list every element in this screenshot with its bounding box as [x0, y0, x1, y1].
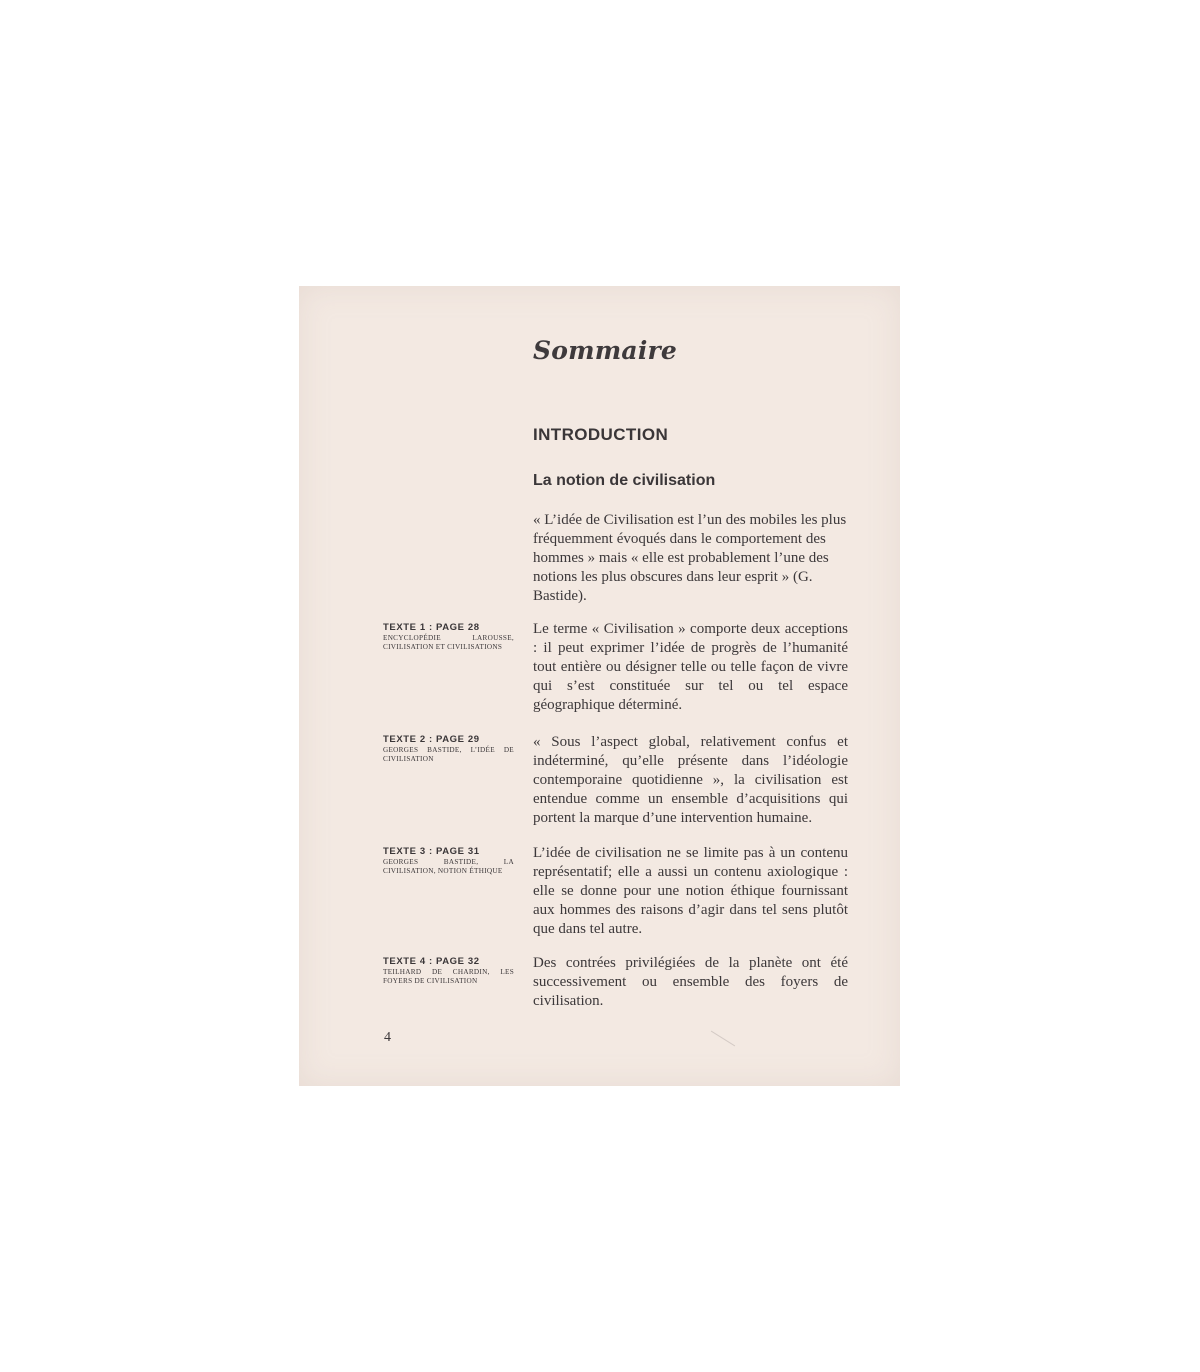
text-reference-3 — [383, 846, 514, 876]
text-reference-source: GEORGES BASTIDE, LA CIVILISATION, NOTION ÉTHIQUE — [383, 858, 514, 875]
subsection-heading: La notion de civilisation — [533, 472, 716, 489]
paragraph-foyers: Des contrées privilégiées de la planète ont été successivement ou ensemble des foyers de civilisation. — [533, 955, 848, 1009]
page-title: Sommaire — [533, 336, 678, 365]
text-reference-2 — [383, 734, 514, 764]
section-heading: INTRODUCTION — [533, 425, 669, 444]
text-reference-heading: TEXTE 2 : PAGE 29 — [383, 734, 480, 745]
text-reference-1 — [383, 622, 514, 652]
text-reference-source: GEORGES BASTIDE, L’IDÉE DE CIVILISATION — [383, 746, 514, 763]
text-reference-source: TEILHARD DE CHARDIN, LES FOYERS DE CIVILISATION — [383, 968, 514, 985]
paragraph-global-aspect: « Sous l’aspect global, relativement confus et indéterminé, qu’elle présente dans l’idéologie contemporaine quotidienne », la civilisation est entendue comme un ensemble d’acquisitions qui portent la marque d’une intervention humaine. — [533, 734, 848, 826]
paragraph-axiological: L’idée de civilisation ne se limite pas à un contenu représentatif; elle a aussi un contenu axiologique : elle se donne pour une notion éthique fournissant aux hommes des raisons d’agir dans tel sens plutôt que dans tel autre. — [533, 845, 848, 937]
book-page — [299, 286, 900, 1086]
text-reference-source: ENCYCLOPÉDIE LAROUSSE, CIVILISATION ET CIVILISATIONS — [383, 634, 514, 651]
paragraph-acceptions: Le terme « Civilisation » comporte deux acceptions : il peut exprimer l’idée de progrès de l’humanité tout entière ou désigner telle ou telle façon de vivre qui s’est constituée sur tel ou tel espace géographique déterminé. — [533, 621, 848, 713]
paragraph-intro-quote: « L’idée de Civilisation est l’un des mobiles les plus fréquemment évoqués dans le comportement des hommes » mais « elle est probablement l’une des notions les plus obscures dans leur esprit » (G. Bastide). — [533, 512, 847, 604]
text-reference-4 — [383, 956, 514, 986]
paper-mark — [711, 1031, 735, 1047]
text-reference-heading: TEXTE 3 : PAGE 31 — [383, 846, 480, 857]
page-number: 4 — [384, 1030, 391, 1045]
text-reference-heading: TEXTE 1 : PAGE 28 — [383, 622, 480, 633]
text-reference-heading: TEXTE 4 : PAGE 32 — [383, 956, 480, 967]
